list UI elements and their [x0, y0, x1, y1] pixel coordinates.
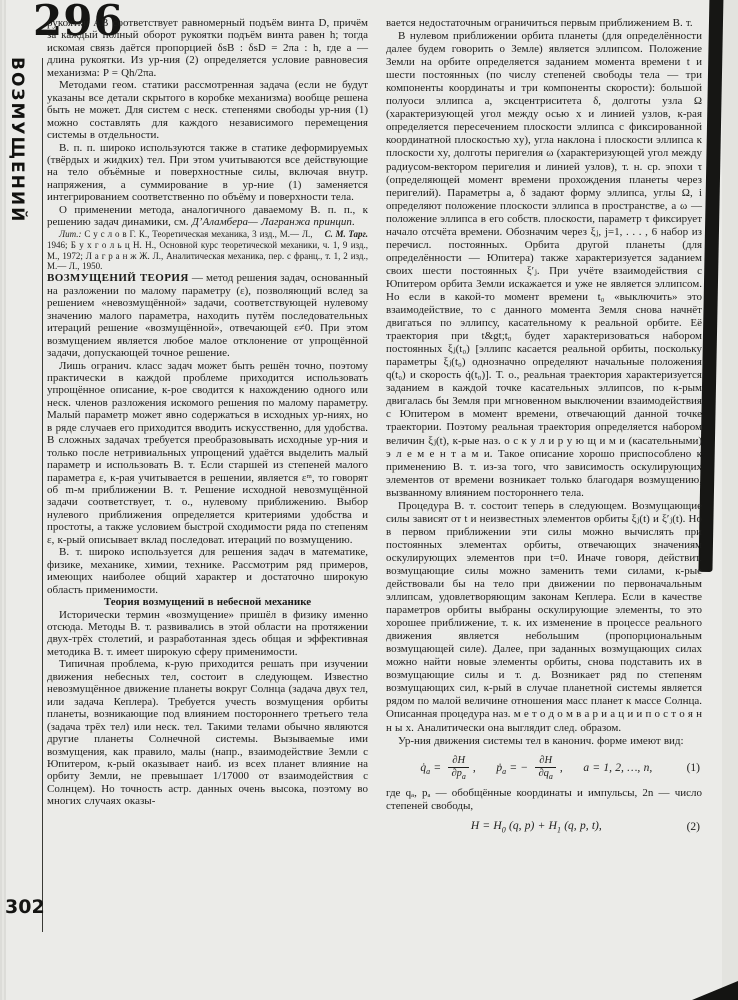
equation-operator: = [433, 761, 442, 774]
see-also-reference: Д’Аламбера— Лагранжа принцип [191, 216, 352, 229]
equation-term: (q, p, t), [560, 820, 602, 833]
paragraph-text: О применении метода, аналогичного даваемому В. п. п., к решению задач динамики, см. [47, 203, 368, 229]
entry-start [47, 272, 368, 359]
literature-text: С у с л о в Г. К., Теоретическая механика, 3 изд., М.— Л., 1946; Б у х г о л ь ц Н. Н., Основной курс теоретической механики, ч. 1, 9 изд., М., 1972; Л а г р а н ж Ж. Л., Аналитическая механика, пер. с франц., т. 1, 2 изд., М.— Л., 1950. [47, 228, 368, 272]
paragraph: вается недостаточным ограничиться первым приближением В. т. [386, 17, 693, 29]
fraction-numerator: ∂H [448, 755, 468, 768]
paragraph-text: . [351, 216, 355, 229]
equation-subscript: a [502, 766, 507, 776]
fraction-numerator: ∂H [535, 755, 555, 768]
paragraph: Лишь огранич. класс задач может быть решён точно, поэтому практически в каждой проблеме приходится использовать упрощённое описание, к-рое сводится к нахождению одного или неск. членов разложения искомого решения по малому параметру. Малый параметр может явно содержаться в исходных ур-ниях, но в ряде случаев его приходится вводить искусственно, для удобства. В сложных задачах требуется преобразовывать исходные ур-ния и только после нетривиальных упрощений удаётся выделить малый параметр и использовать В. т. Если старшей из степеней малого параметра ε, к-рая учитывается в решении, является εᵐ, то говорят об m-м приближении В. т. Решение исходной невозмущённой задачи соответствует, т. о., нулевому приближению. Выбор нулевого приближения определяется критериями удобства и простоты, а также условием быстрой сходимости ряда по степеням ε, к-рый описывает вклад последоват. итераций по возмущению. [47, 359, 368, 546]
entry-definition: — метод решения задач, основанный на разложении по малому параметру (ε), позволяющий вслед за решением «невозмущённой» задачи, соответствующей нулевому значению малого параметра, находить путём последовательных итераций решение «возмущённой», отвечающей ε≠0. При этом возмущением является любое малое отклонение от упрощённой задачи, допускающей точное решение. [47, 272, 368, 360]
equation-term: (q, p) + H [505, 820, 557, 833]
paragraph: В нулевом приближении орбита планеты (для определённости далее будем говорить о Земле) является эллипсом. Положение Земли на орбите определяется заданием момента времени t и шести постоянных (по числу степеней свободы тела — три компоненты координаты и три компоненты скорости): большой полуоси эллипса a, эксцентриситета δ, долготы узла Ω (характеризующей угол между осью x и линией узлов, к-рая определяется пересечением плоскости эллипса с фиксированной координатной плоскостью xy), угла наклона i плоскости эллипса к плоскости xy, долготы перигелия ω (характеризующей угол между радиусом-вектором перигелия и линией узлов), т. н. ср. эпохи τ (определяющей момент времени прохождения планеты через перигелий). Параметры a, δ задают форму эллипса, углы Ω, i определяют положение плоскости эллипса в пространстве, а ω — положение эллипса в его собств. плоскости, параметр τ фиксирует начало отсчёта времени. Обозначим через ξⱼ, j=1, . . . , 6 набор из перечисл. постоянных. Орбита другой планеты (для определённости — Юпитера) также характеризуется заданием своих шести постоянных ξ′ⱼ. При учёте взаимодействия с Юпитером орбита Земли искажается и уже не является эллипсом. Но если в какой-то момент времени t₀ «выключить» это взаимодействие, то с данного момента Земля снова начнёт двигаться по эллипсу, касательному к реальной орбите. Её траектория при t&gt;t₀ будет характеризоваться набором постоянных ξⱼ(t₀) [эллипс касается реальной орбиты, поскольку параметры ξⱼ(t₀) однозначно определяют начальные положения q(t₀) и скорость q̇(t₀)]. Т. о., реальная траектория характеризуется заданием в каждой точке касательных эллипсов, по к-рым двигалась бы Земля при мгновенном выключении взаимодействия с Юпитером в момент времени, отвечающий данной точке траектории. Поэтому реальная траектория определяется набором величин ξⱼ(t), к-рые наз. о с к у л и р у ю щ и м и (касательными) э л е м е н т а м и. Такое описание хорошо приспособлено к применению В. т. из-за того, что зависимость оскулирующих элементов от времени возникает только благодаря возмущению, вызванному влиянием постороннего тела. [386, 30, 702, 499]
page-corner-fold [692, 981, 738, 1000]
literature-references [47, 229, 368, 273]
paragraph: В. т. широко используется для решения задач в математике, физике, механике, химии, технике. Рассмотрим ряд примеров, имеющих наиболее общий характер и достаточно широкую область применимости. [47, 546, 368, 596]
scan-left-edge [0, 0, 6, 1000]
equation-punct: , [559, 761, 563, 774]
paragraph: В. п. п. широко используются также в статике деформируемых (твёрдых и жидких) тел. При этом учитываются все действующие на тело объёмные и поверхностные силы, включая внутр. напряжения, а суммирование в ур-ние (1) заменяется интегрированием соответственно по объёму и поверхности тела. [47, 141, 368, 204]
right-column [386, 17, 702, 840]
fraction-denominator [535, 768, 555, 781]
equation-2 [386, 820, 702, 834]
paragraph: Исторически термин «возмущение» пришёл в физику именно отсюда. Методы В. т. развивались в этой области на протяжении двух-трёх столетий, и разработанная здесь общая и эффективная методика В. т. имеет широкую сферу применимости. [47, 608, 368, 658]
equation-index-range: a = 1, 2, …, n, [583, 761, 653, 774]
page-number-top: 296 [33, 0, 124, 45]
equation-term: ṗ [496, 761, 503, 774]
equation-1 [386, 755, 702, 781]
equation-punct: , [472, 761, 476, 774]
equation-term: q̇ [420, 761, 427, 774]
section-subheading: Теория возмущений в небесной механике [103, 596, 312, 609]
left-column [47, 17, 368, 808]
fraction [535, 755, 555, 781]
equation-number: (2) [686, 821, 700, 834]
paragraph: Типичная проблема, к-рую приходится решать при изучении движения небесных тел, состоит в следующем. Известно невозмущённое движение планеты вокруг Солнца (задача двух тел, или задача Кеплера). Требуется учесть возмущения орбиты планеты, возникающие под влиянием постороннего третьего тела (задача трёх тел) или неск. тел. Такими телами обычно являются другие планеты Солнечной системы. Вызываемые ими возмущения, как правило, малы (напр., взаимодействие Земли с Юпитером, к-рый оказывает наиб. из всех планет влияние на орбиту Земли, не превышает 1/17000 от взаимодействия с Солнцем). Но точность астр. данных очень высока, поэтому во многих случаях оказы- [47, 658, 368, 808]
scan-right-edge [722, 0, 738, 1000]
fraction [448, 755, 468, 781]
equation-term: ∂p [451, 767, 462, 779]
paragraph: где qₐ, pₐ — обобщённые координаты и импульсы, 2n — число степеней свободы, [386, 786, 702, 813]
book-spine-shadow [698, 0, 723, 572]
equation-term: ∂q [538, 767, 549, 779]
paragraph: Методами геом. статики рассмотренная задача (если не будут указаны все детали скрытого в коробке механизма) вообще решена быть не может. Для систем с неск. степенями свободы ур-ния (1) можно составлять для каждого независимого перемещения системы в отдельности. [47, 79, 368, 142]
equation-subscript: a [548, 771, 553, 781]
equation-1-body [386, 755, 687, 781]
page-number-bottom: 302 [5, 896, 45, 918]
equation-subscript: 0 [501, 825, 506, 835]
equation-subscript: 1 [556, 825, 561, 835]
equation-number: (1) [686, 761, 700, 774]
author-signature: С. М. Тарг. [324, 228, 368, 239]
entry-headword: ВОЗМУЩЕНИЙ ТЕОРИЯ [47, 272, 189, 285]
equation-2-body [386, 820, 687, 834]
paragraph: Процедура В. т. состоит теперь в следующем. Возмущающие силы зависят от t и неизвестных элементов орбиты ξⱼ(t) и ξ′ⱼ(t). Но в первом приближении эти силы можно вычислять при постоянных элементах орбиты, отвечающих значениям оскулирующих элементов при t=0. Иначе говоря, действит. возмущающие силы можно заменить теми силами, к-рые действовали бы на тело при движении по первоначальным эллипсам, удовлетворяющим законам Кеплера. Если в качестве параметров орбиты выбраны оскулирующие элементы, то это хорошее приближение, т. к. их изменение в процессе реального движения является небольшим (пропорциональным возмущающей силе). Далее, при заданных возмущающих силах можно найти новые элементы орбиты, снова подставить их в возмущающие силы и т. д. Возникает ряд по степеням возмущающих сил, к-рый в случае планетной системы является рядом по малой величине отношения масс планет к массе Солнца. Описанная процедура наз. м е т о д о м в а р и а ц и и п о с т о я н н ы х. Аналитически она выглядит след. образом. [386, 499, 702, 734]
margin-index-word: ВОЗМУЩЕНИЙ [7, 57, 27, 224]
paragraph: рукоятки AB соответствует равномерный подъём винта D, причём за каждый полный оборот рукоятки подъём винта равен h; тогда искомая связь даётся пропорцией δsB : δsD = 2πa : h, где a — длина рукоятки. Из ур-ния (2) определяется условие равновесия механизма: P = Qh/2πa. [47, 17, 368, 79]
fraction-denominator [448, 768, 468, 781]
equation-term: H = H [470, 820, 502, 833]
equation-subscript: a [461, 771, 466, 781]
equation-operator: = − [509, 761, 529, 774]
paragraph: Ур-ния движения системы тел в канонич. форме имеют вид: [398, 734, 684, 747]
equation-subscript: a [426, 766, 431, 776]
literature-label: Лит.: [59, 228, 82, 239]
paragraph-cross-reference [47, 204, 368, 229]
column-rule [42, 58, 43, 932]
